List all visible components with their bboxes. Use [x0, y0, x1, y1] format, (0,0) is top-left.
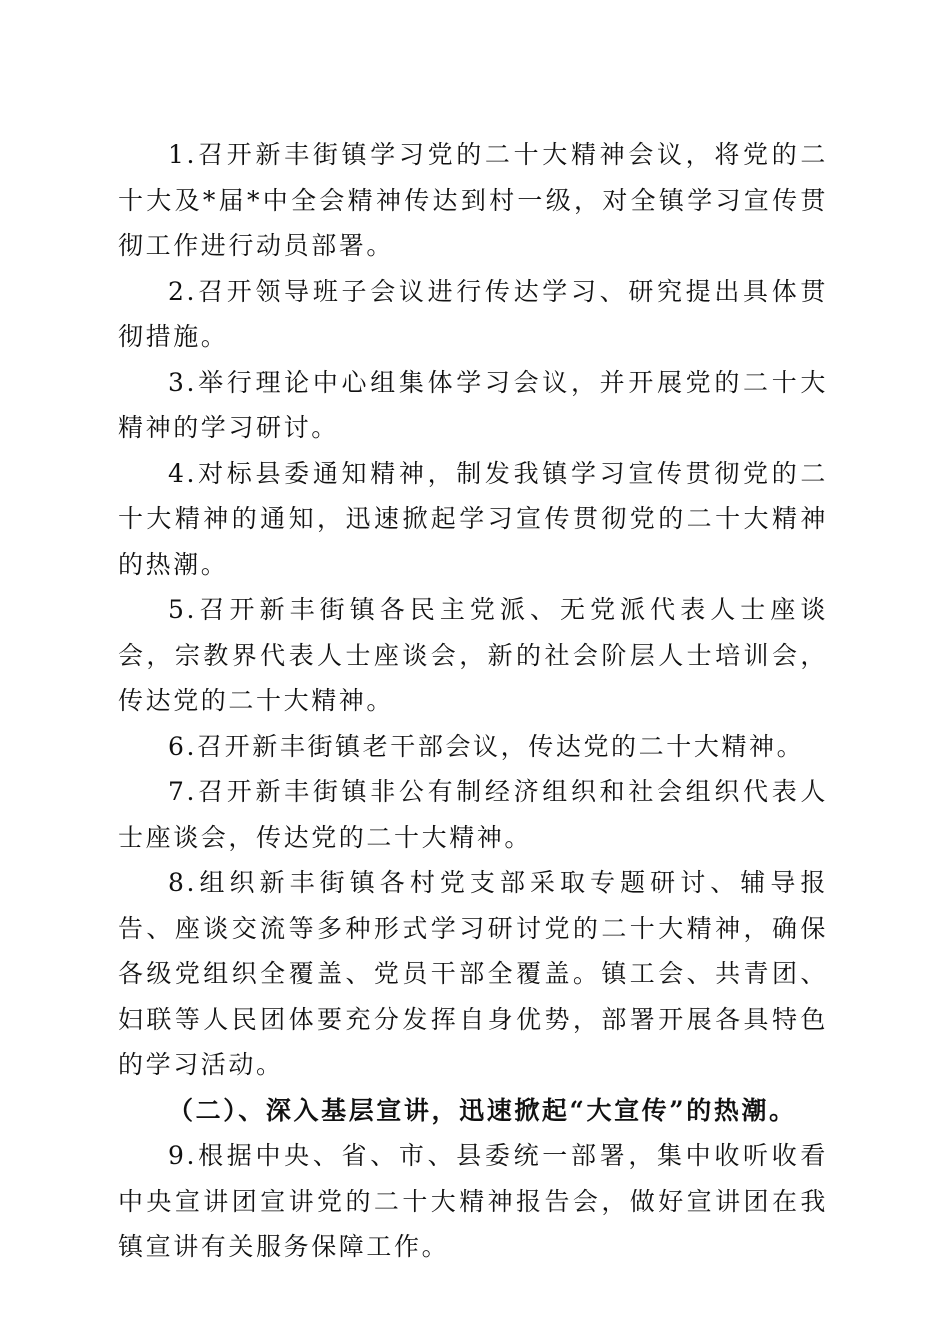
paragraph-item-1: 1.召开新丰街镇学习党的二十大精神会议，将党的二十大及*届*中全会精神传达到村一级，对全镇学习宣传贯彻工作进行动员部署。	[118, 140, 828, 260]
paragraph-item-2: 2.召开领导班子会议进行传达学习、研究提出具体贯彻措施。	[118, 276, 828, 351]
paragraph-item-8: 8.组织新丰街镇各村党支部采取专题研讨、辅导报告、座谈交流等多种形式学习研讨党的二十大精神，确保各级党组织全覆盖、党员干部全覆盖。镇工会、共青团、妇联等人民团体要充分发挥自身优势，部署开展各具特色的学习活动。	[118, 868, 828, 1079]
paragraph-item-4: 4.对标县委通知精神，制发我镇学习宣传贯彻党的二十大精神的通知，迅速掀起学习宣传贯彻党的二十大精神的热潮。	[118, 458, 828, 579]
paragraph-item-9: 9.根据中央、省、市、县委统一部署，集中收听收看中央宣讲团宣讲党的二十大精神报告会，做好宣讲团在我镇宣讲有关服务保障工作。	[118, 1141, 828, 1261]
section-heading-2: （二）、深入基层宣讲，迅速掀起“大宣传”的热潮。	[168, 1095, 797, 1125]
paragraph-item-5: 5.召开新丰街镇各民主党派、无党派代表人士座谈会，宗教界代表人士座谈会，新的社会阶层人士培训会，传达党的二十大精神。	[118, 595, 828, 715]
paragraph-item-6: 6.召开新丰街镇老干部会议，传达党的二十大精神。	[168, 731, 805, 761]
document-body	[118, 132, 828, 1270]
paragraph-item-7: 7.召开新丰街镇非公有制经济组织和社会组织代表人士座谈会，传达党的二十大精神。	[118, 777, 828, 852]
paragraph-item-3: 3.举行理论中心组集体学习会议，并开展党的二十大精神的学习研讨。	[118, 367, 828, 442]
